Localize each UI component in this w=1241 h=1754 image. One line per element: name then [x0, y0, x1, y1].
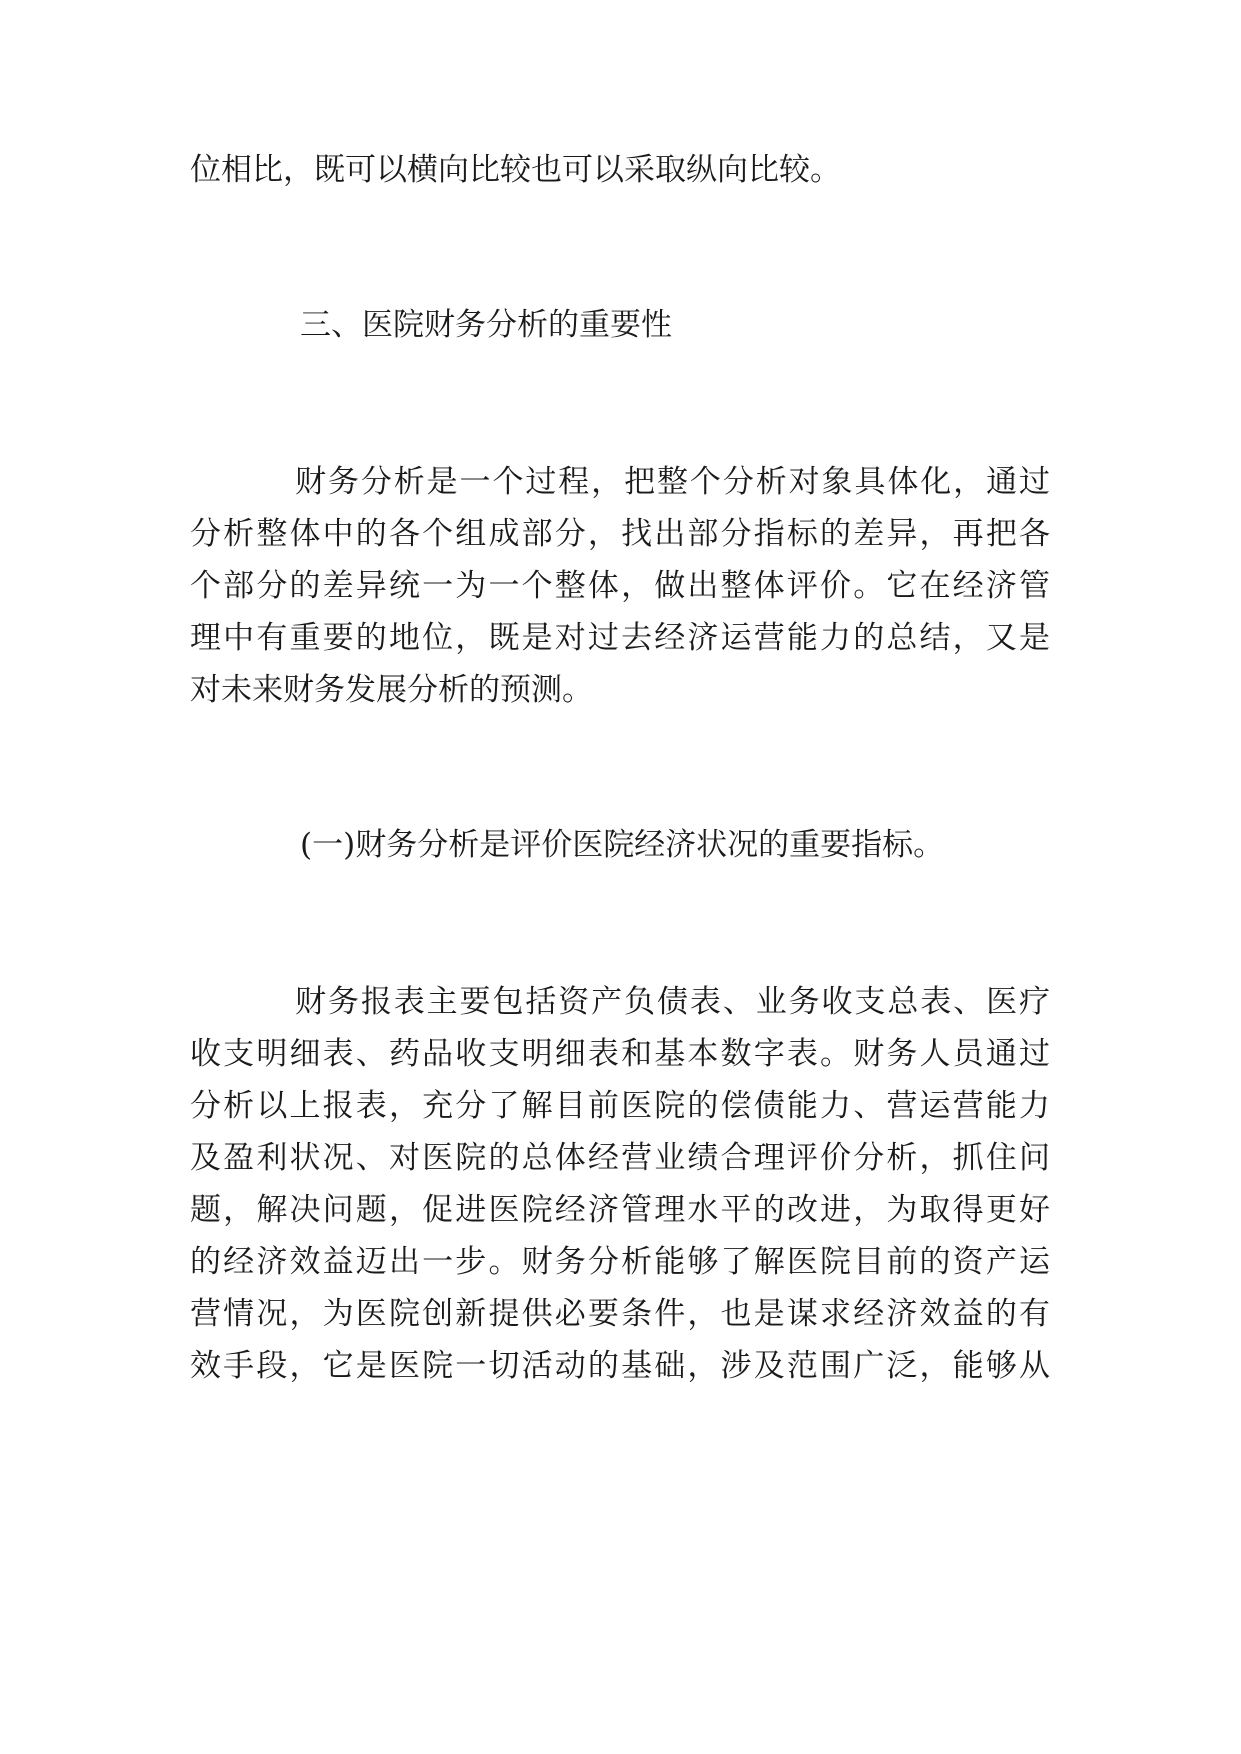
paragraph-line: 位相比，既可以横向比较也可以采取纵向比较。: [190, 152, 841, 188]
paragraph-line: 分析以上报表，充分了解目前医院的偿债能力、营运营能力: [190, 1088, 1050, 1124]
paragraph-line: 个部分的差异统一为一个整体，做出整体评价。它在经济管: [190, 568, 1050, 604]
section-heading: 三、医院财务分析的重要性: [300, 307, 672, 343]
paragraph-line: 对未来财务发展分析的预测。: [190, 672, 593, 708]
paragraph-line: 理中有重要的地位，既是对过去经济运营能力的总结，又是: [190, 620, 1050, 656]
paragraph-line: 营情况，为医院创新提供必要条件，也是谋求经济效益的有: [190, 1296, 1050, 1332]
paragraph-line: 收支明细表、药品收支明细表和基本数字表。财务人员通过: [190, 1036, 1050, 1072]
paragraph-line: 题，解决问题，促进医院经济管理水平的改进，为取得更好: [190, 1192, 1050, 1228]
paragraph-line: 效手段，它是医院一切活动的基础，涉及范围广泛，能够从: [190, 1348, 1050, 1384]
paragraph-line: 的经济效益迈出一步。财务分析能够了解医院目前的资产运: [190, 1244, 1050, 1280]
paragraph-line: 财务报表主要包括资产负债表、业务收支总表、医疗: [295, 984, 1050, 1020]
paragraph-line: 及盈利状况、对医院的总体经营业绩合理评价分析，抓住问: [190, 1140, 1050, 1176]
paragraph-line: 财务分析是一个过程，把整个分析对象具体化，通过: [295, 464, 1050, 500]
subsection-heading: (一)财务分析是评价医院经济状况的重要指标。: [300, 827, 945, 863]
paragraph-line: 分析整体中的各个组成部分，找出部分指标的差异，再把各: [190, 516, 1050, 552]
